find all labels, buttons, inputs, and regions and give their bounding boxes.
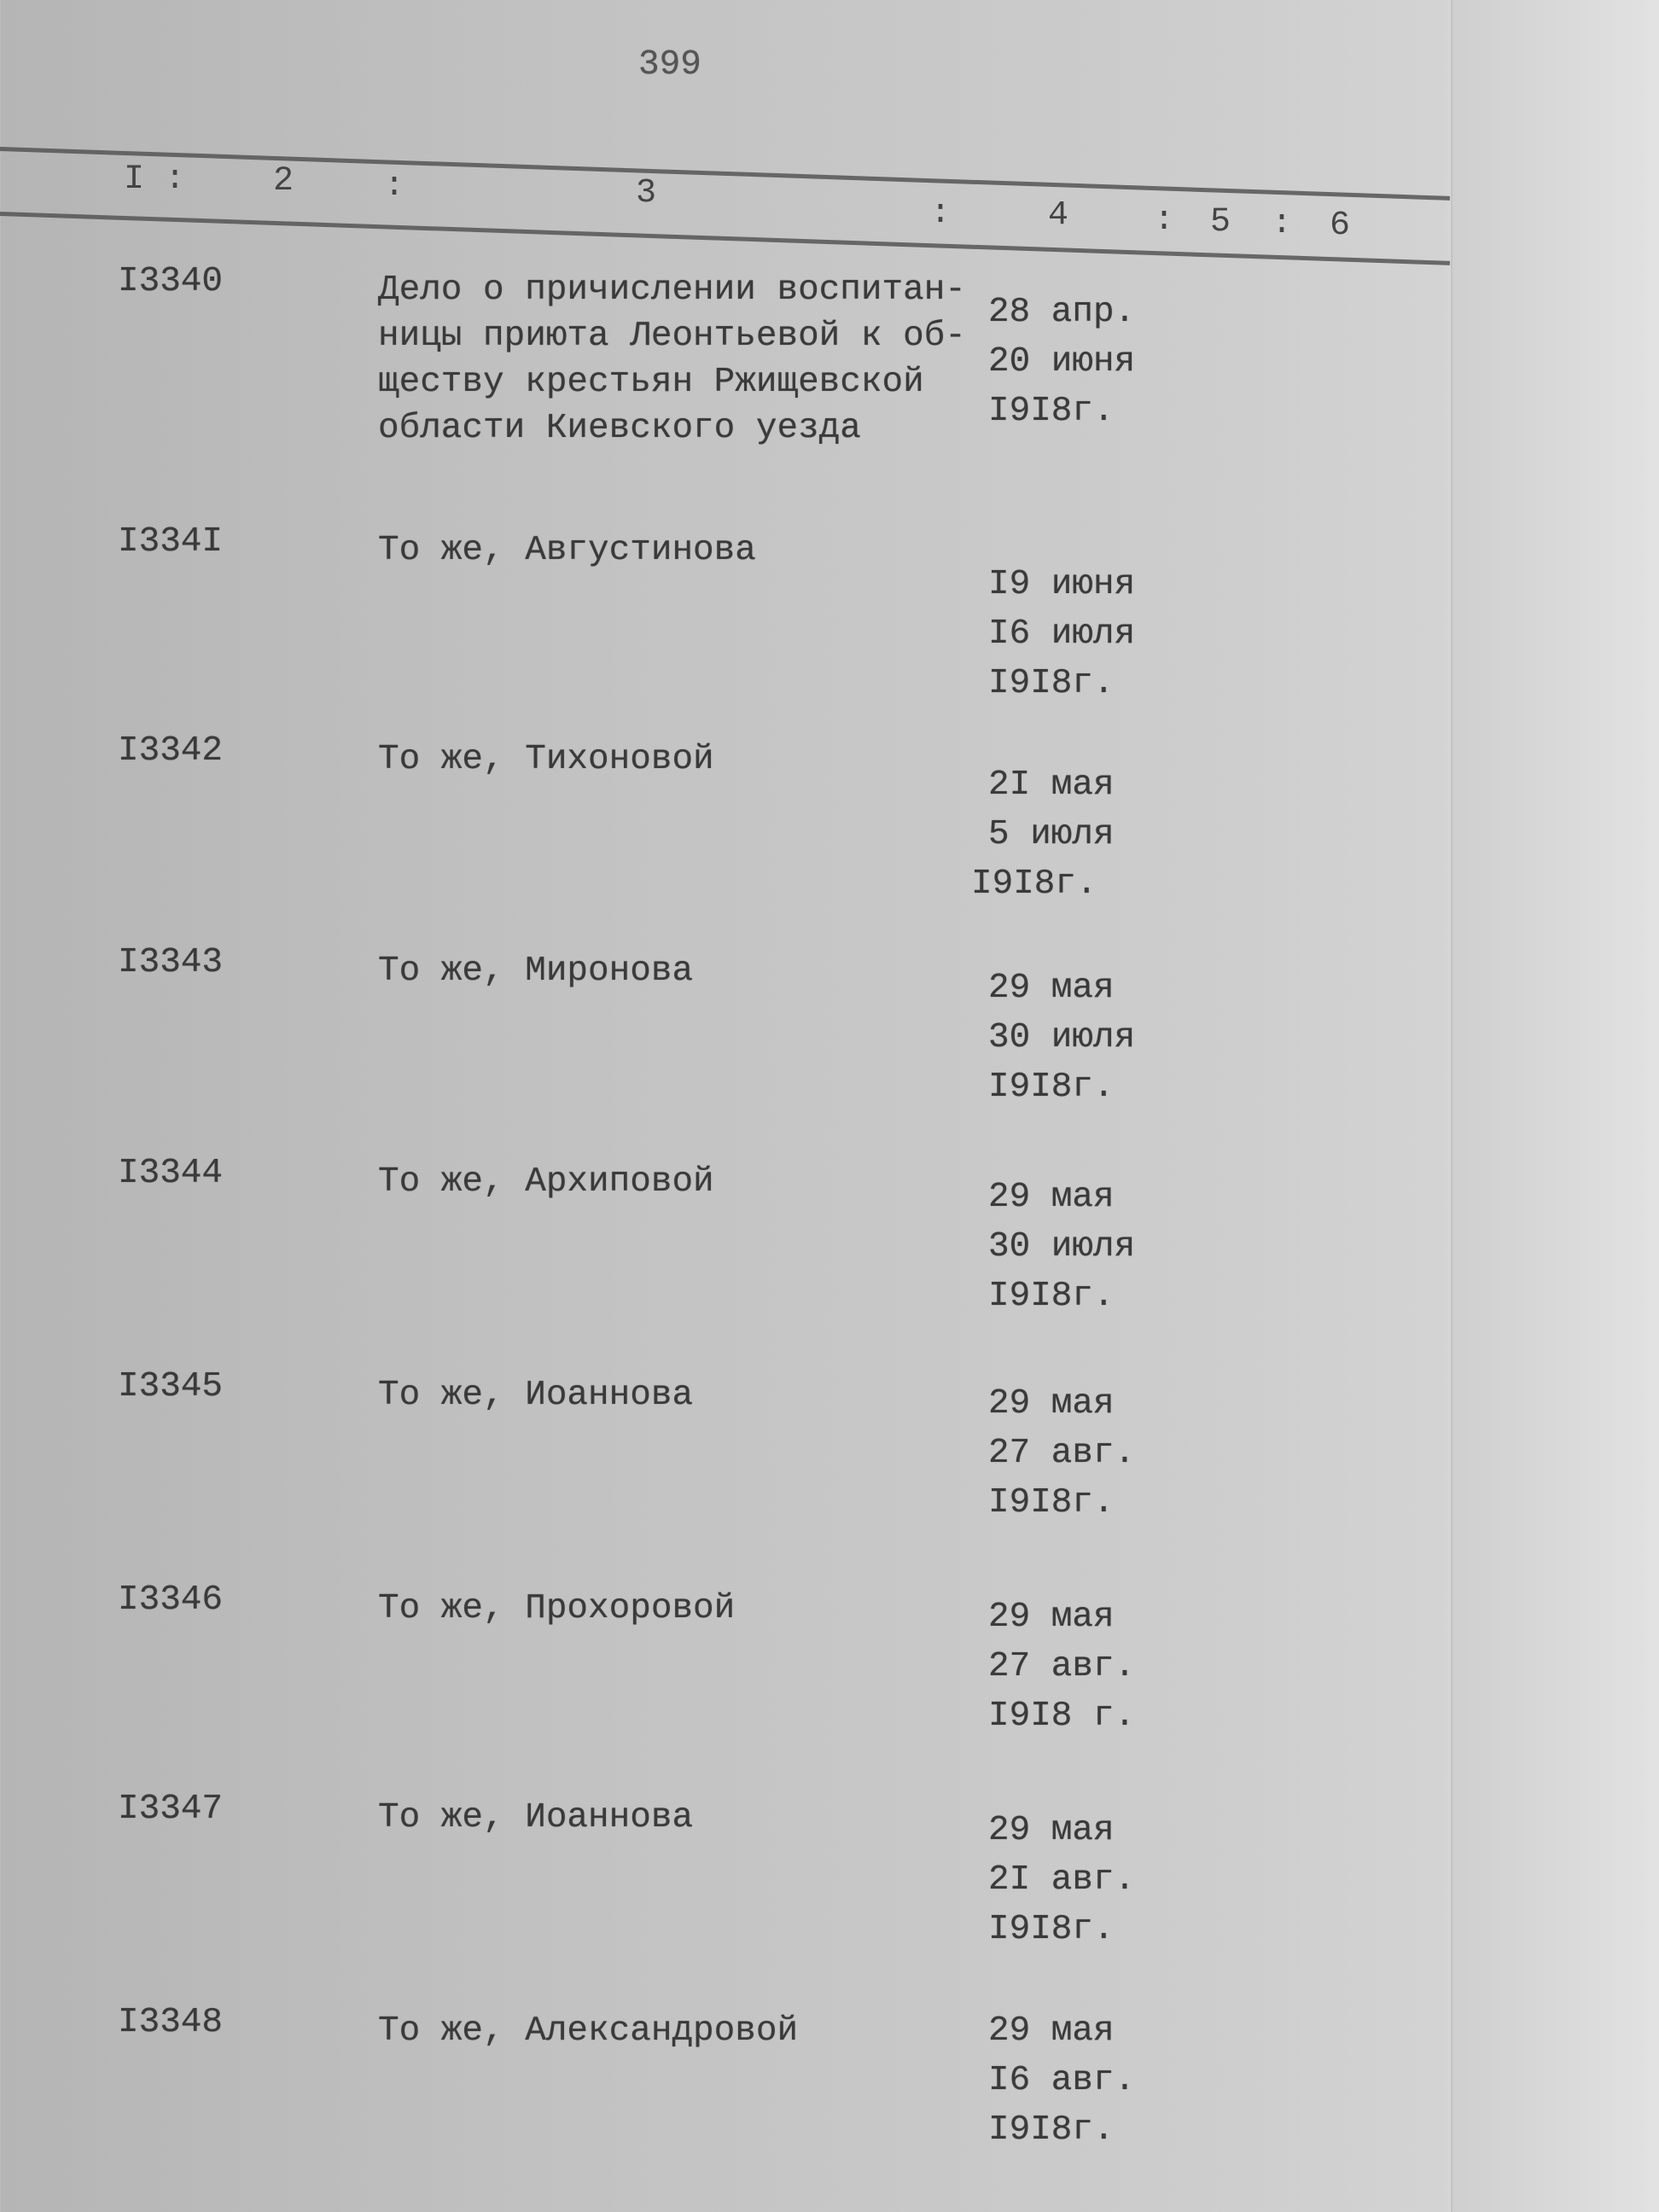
case-date-line: 29 мая [988,2011,1115,2051]
column-separator: : [1154,201,1175,240]
case-description-line: То же, Тихоновой [378,740,714,779]
column-header-4: 4 [1048,196,1069,235]
case-date-line: I9I8г. [988,1483,1115,1522]
case-number: I334I [118,522,224,562]
case-date-line: 29 мая [988,1598,1115,1637]
case-number: I3342 [118,731,224,771]
page-edge [1451,0,1659,2212]
case-date-line: I6 авг. [988,2061,1136,2100]
case-date-line: 29 мая [988,969,1115,1008]
case-description-line: То же, Миронова [378,952,694,991]
case-description-line: ществу крестьян Ржищевской [378,363,924,402]
case-date-line: 20 июня [988,342,1136,381]
case-description-line: То же, Архиповой [378,1162,714,1202]
case-description-line: То же, Александровой [378,2011,799,2051]
case-date-line: I9I8г. [988,1910,1115,1949]
case-date-line: I6 июля [988,614,1136,654]
case-number: I3344 [118,1154,224,1193]
case-description-line: области Киевского уезда [378,409,861,448]
column-separator: : [930,195,952,233]
column-header-2: 2 [273,162,294,201]
case-date-line: 27 авг. [988,1434,1136,1473]
case-date-line: 28 апр. [988,293,1136,332]
case-number: I3347 [118,1790,224,1829]
case-number: I3343 [118,943,224,982]
case-date-line: 29 мая [988,1384,1115,1423]
case-number: I3340 [118,262,224,301]
case-description-line: То же, Иоаннова [378,1798,694,1837]
case-date-line: I9I8г. [988,1068,1115,1107]
case-date-line: 30 июля [988,1018,1136,1057]
case-date-line: 27 авг. [988,1647,1136,1686]
case-date-line: 30 июля [988,1227,1136,1266]
case-number: I3346 [118,1580,224,1620]
case-description-line: То же, Августинова [378,531,756,570]
case-date-line: 2I авг. [988,1860,1136,1900]
case-date-line: I9I8г. [988,392,1115,431]
case-number: I3345 [118,1367,224,1406]
case-description-line: ницы приюта Леонтьевой к об- [378,317,966,356]
case-date-line: I9I8г. [988,2110,1115,2150]
case-number: I3348 [118,2003,224,2042]
case-date-line: I9 июня [988,565,1136,604]
column-separator: : [384,167,405,206]
case-date-line: I9I8г. [988,1277,1115,1316]
case-date-line: I9I8 г. [988,1697,1136,1736]
case-description-line: Дело о причислении воспитан- [378,271,966,310]
case-date-line: 29 мая [988,1178,1115,1217]
case-date-line: 5 июля [988,815,1115,854]
case-description-line: То же, Прохоровой [378,1589,736,1628]
case-date-line: 2I мая [988,765,1115,805]
column-header-1: I : [124,160,186,199]
column-header-5: 5 [1210,203,1231,242]
column-separator: : [1272,205,1293,243]
case-date-line: I9I8г. [971,864,1097,904]
case-date-line: I9I8г. [988,664,1115,703]
column-header-3: 3 [636,174,657,212]
case-description-line: То же, Иоаннова [378,1376,694,1415]
header-rule-top [0,147,1450,201]
case-date-line: 29 мая [988,1811,1115,1850]
page-number: 399 [638,45,701,84]
column-header-6: 6 [1330,207,1351,245]
